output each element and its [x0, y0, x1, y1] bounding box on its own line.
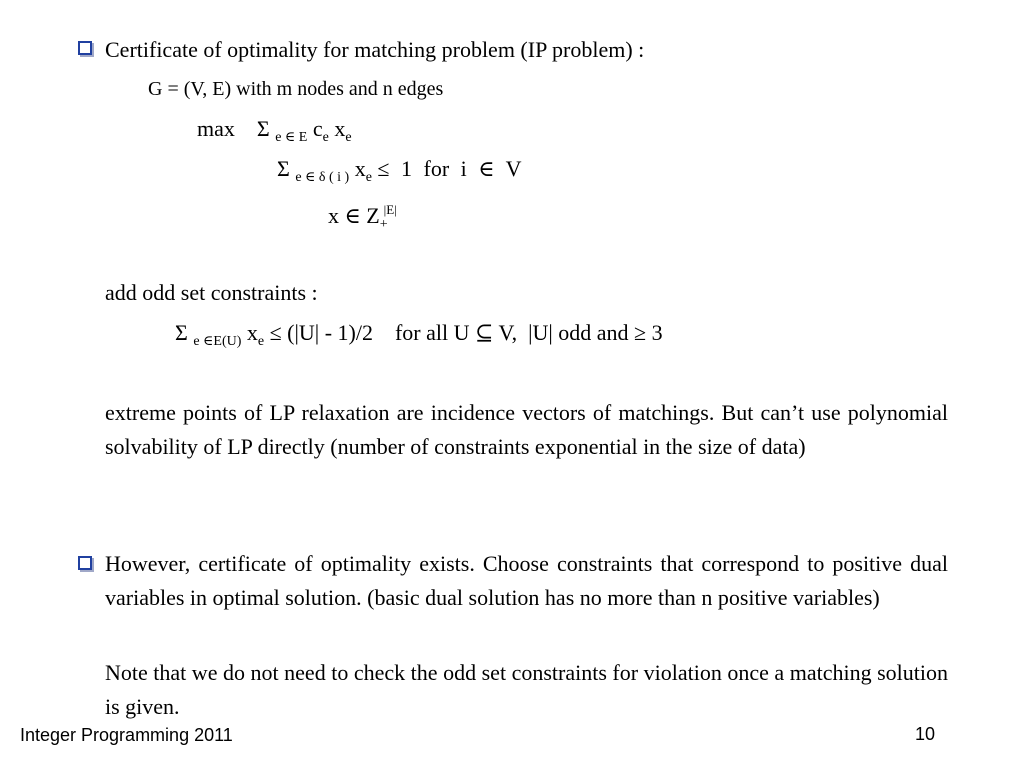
z-subscript: + [379, 217, 388, 232]
odd-set-heading: add odd set constraints : [105, 280, 318, 305]
integrality-constraint [328, 197, 397, 238]
sum-symbol: Σ [175, 320, 188, 345]
bullet-certificate-exists: However, certificate of optimality exists. Choose constraints that correspond to positive dual variables in optimal solution. (basic dual solution has no more than n positive variables) [105, 551, 948, 610]
bullet-icon [78, 556, 92, 570]
x-subscript: e [257, 334, 265, 349]
sum-symbol: Σ [277, 156, 290, 181]
objective-formula [197, 116, 352, 151]
z-superscript: |E| [383, 202, 397, 217]
constraint-subscript: e ∈ δ ( i ) [295, 170, 350, 185]
sum-symbol: Σ [256, 116, 270, 141]
odd-set-constraint [175, 320, 663, 355]
c-subscript: e [322, 130, 329, 145]
x-subscript: e [345, 130, 352, 145]
degree-constraint [277, 156, 522, 191]
var-x: x [246, 320, 258, 345]
bullet-heading-certificate: Certificate of optimality for matching problem (IP problem) : [105, 37, 645, 62]
var-x: x [354, 156, 366, 181]
odd-constraint-rest: ≤ (|U| - 1)/2 for all U ⊆ V, |U| odd and ≥ 3 [269, 320, 663, 345]
x-subscript: e [365, 170, 372, 185]
bullet-icon [78, 41, 92, 55]
page-number: 10 [915, 724, 936, 744]
extreme-points-paragraph: extreme points of LP relaxation are incidence vectors of matchings. But can’t use polynomial solvability of LP directly (number of constraints exponential in the size of data) [105, 400, 948, 459]
constraint-rest: ≤ 1 for i ∈ V [377, 156, 522, 181]
max-label: max [197, 116, 235, 141]
var-x: x [334, 116, 346, 141]
graph-definition: G = (V, E) with m nodes and n edges [148, 78, 444, 100]
coef-c: c [312, 116, 323, 141]
objective-subscript: e ∈ E [275, 130, 308, 145]
integrality-text: x ∈ Z [328, 203, 380, 228]
footer-title: Integer Programming 2011 [20, 725, 233, 745]
note-paragraph: Note that we do not need to check the odd set constraints for violation once a matching solution is given. [105, 660, 948, 719]
odd-subscript: e ∈E(U) [193, 334, 242, 349]
